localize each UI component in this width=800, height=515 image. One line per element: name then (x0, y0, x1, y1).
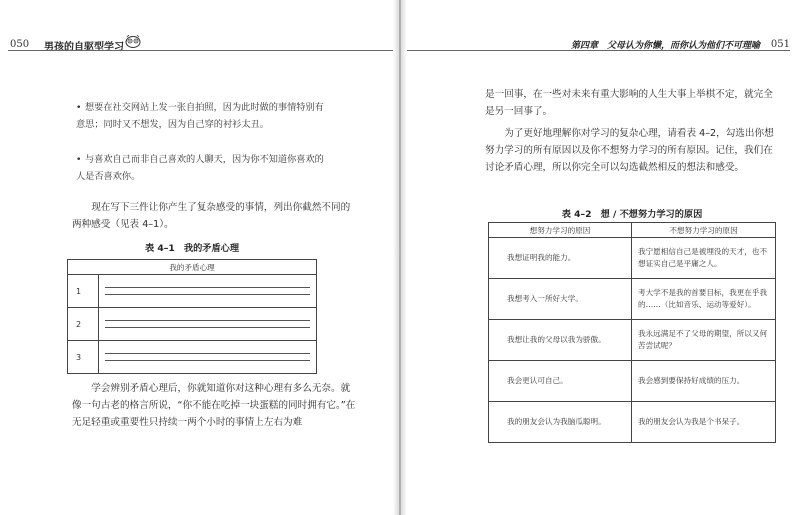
table-row (68, 275, 317, 308)
write-in-lines (99, 275, 317, 308)
table-row (489, 402, 776, 443)
dont-reason: 我会感到要保持好成绩的压力。 (632, 361, 776, 402)
right-page (407, 0, 800, 515)
bullet-text: 与喜欢自己而非自己喜欢的人聊天，因为你不知道你喜欢的人是否喜欢你。 (76, 154, 324, 182)
dont-reason: 我永远满足不了父母的期望，所以又何苦尝试呢？ (632, 320, 776, 361)
running-header-title: 第四章 父母认为你懒，而你认为他们不可理喻 (570, 41, 760, 51)
want-reason: 我想证明我的能力。 (489, 238, 632, 279)
left-page (0, 0, 393, 515)
want-reason: 我的朋友会认为我脑瓜聪明。 (489, 402, 632, 443)
row-number: 1 (68, 275, 99, 308)
page-number: 050 (10, 39, 30, 50)
table-row (489, 279, 776, 320)
row-number: 3 (68, 341, 99, 374)
dont-reason: 考大学不是我的首要目标，我更在乎我的……（比如音乐、运动等爱好）。 (632, 279, 776, 320)
table-row (489, 238, 776, 279)
owl-mascot-icon (124, 34, 142, 48)
want-reason: 我会更认可自己。 (489, 361, 632, 402)
want-reason: 我想考入一所好大学。 (489, 279, 632, 320)
want-reason: 我想让我的父母以我为骄傲。 (489, 320, 632, 361)
header-rule (8, 50, 393, 51)
study-reasons-table (488, 222, 776, 443)
page-number: 051 (770, 39, 790, 50)
paragraph: 是一回事，在一些对未来有重大影响的人生大事上举棋不定，就完全是另一回事了。 (485, 89, 773, 117)
dont-reason: 我的朋友会认为我是个书呆子。 (632, 402, 776, 443)
table-caption: 表 4–1 我的矛盾心理 (144, 243, 240, 254)
table-caption: 表 4–2 想 / 不想努力学习的原因 (561, 209, 703, 220)
bullet-item (76, 99, 326, 133)
paragraph: 为了更好地理解你对学习的复杂心理，请看表 4–2，勾选出你想努力学习的所有原因以及你不想努力学习的所有原因。记住，我们在讨论矛盾心理，所以你完全可以勾选截然相反的想法和感受。 (485, 128, 774, 173)
bullet-dot: • (76, 102, 82, 113)
bullet-item (76, 151, 326, 185)
write-in-lines (99, 308, 317, 341)
book-gutter (393, 0, 407, 515)
running-header-title: 男孩的自驱型学习 (44, 42, 124, 53)
table-row (68, 341, 317, 374)
table-row (68, 308, 317, 341)
paragraph: 现在写下三件让你产生了复杂感受的事情，列出你截然不同的两种感受（见表 4–1）。 (72, 202, 351, 230)
table-header: 我的矛盾心理 (68, 260, 317, 275)
column-header-want: 想努力学习的原因 (489, 223, 632, 238)
header-rule (407, 50, 790, 51)
ambivalence-table (67, 259, 317, 374)
write-in-lines (99, 341, 317, 374)
column-header-dont: 不想努力学习的原因 (632, 223, 776, 238)
row-number: 2 (68, 308, 99, 341)
bullet-text: 想要在社交网站上发一张自拍照，因为此时做的事情特别有意思；同时又不想发，因为自己穿的衬衫太丑。 (76, 102, 324, 130)
table-row (489, 320, 776, 361)
bullet-dot: • (76, 154, 82, 165)
table-row (489, 361, 776, 402)
dont-reason: 我宁愿相信自己是被埋没的天才，也不想证实自己是平庸之人。 (632, 238, 776, 279)
paragraph: 学会辨别矛盾心理后，你就知道你对这种心理有多么无奈。就像一句古老的格言所说，“你不能在吃掉一块蛋糕的同时拥有它。”在无足轻重或重要性只持续一两个小时的事情上左右为难 (72, 383, 356, 428)
